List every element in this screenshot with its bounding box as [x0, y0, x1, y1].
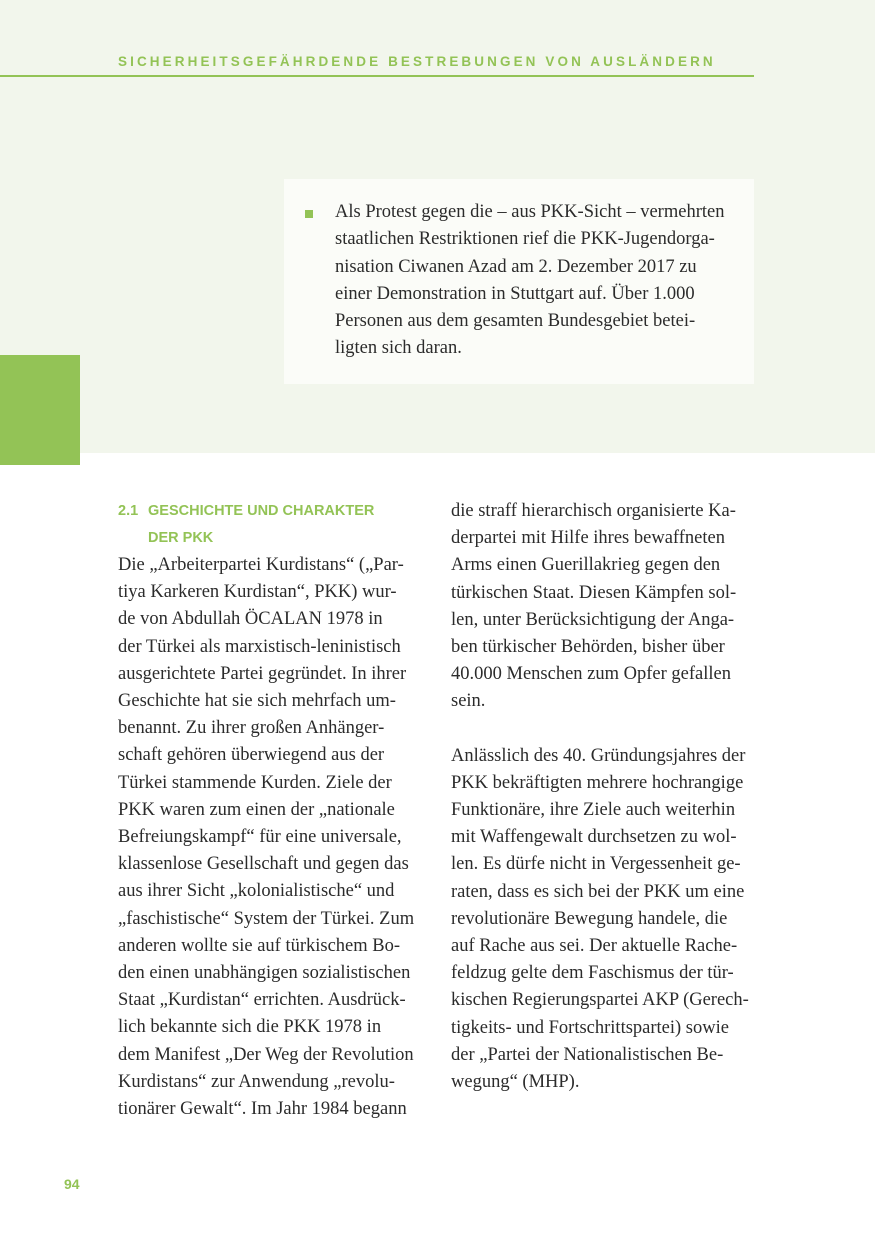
text-line: Anlässlich des 40. Gründungsjahres der — [451, 745, 746, 766]
text-line: Personen aus dem gesamten Bundesgebiet betei- — [335, 311, 696, 332]
text-line: Kurdistans“ zur Anwendung „revolu- — [118, 1071, 395, 1092]
text-line: revolutionäre Bewegung handele, die — [451, 908, 728, 929]
text-line: den einen unabhängigen sozialistischen — [118, 963, 411, 984]
text-line: wegung“ (MHP). — [451, 1072, 580, 1093]
text-line: „faschistische“ System der Türkei. Zum — [118, 908, 415, 929]
text-line: len. Es dürfe nicht in Vergessenheit ge- — [451, 854, 741, 875]
text-line: Die „Arbeiterpartei Kurdistans“ („Par- — [118, 555, 404, 575]
text-line: Funktionäre, ihre Ziele auch weiterhin — [451, 800, 736, 821]
text-line: Als Protest gegen die – aus PKK-Sicht – vermehrten — [335, 202, 725, 222]
section-title-line-1: GESCHICHTE UND CHARAKTER — [148, 503, 375, 519]
text-line: benannt. Zu ihrer großen Anhänger- — [118, 718, 385, 739]
text-line: der „Partei der Nationalistischen Be- — [451, 1044, 724, 1065]
text-line: auf Rache aus sei. Der aktuelle Rache- — [451, 936, 738, 957]
text-line: einer Demonstration in Stuttgart auf. Über 1.000 — [335, 283, 695, 304]
header-divider — [0, 75, 754, 77]
text-line: schaft gehören überwiegend aus der — [118, 745, 385, 766]
text-line: anderen wollte sie auf türkischem Bo- — [118, 935, 401, 956]
text-line: len, unter Berücksichtigung der Anga- — [451, 609, 735, 630]
text-line: PKK waren zum einen der „nationale — [118, 799, 395, 820]
text-line: Arms einen Guerillakrieg gegen den — [451, 555, 721, 576]
bullet-square-icon — [305, 210, 313, 218]
text-line: PKK bekräftigten mehrere hochrangige — [451, 772, 744, 793]
left-column — [118, 498, 421, 1123]
text-line: Geschichte hat sie sich mehrfach um- — [118, 691, 396, 712]
section-title-line-2: DER PKK — [148, 530, 214, 546]
text-line: Türkei stammende Kurden. Ziele der — [118, 772, 392, 793]
section-number: 2.1 — [118, 503, 139, 519]
info-box — [284, 179, 754, 384]
text-line: ben türkischer Behörden, bisher über — [451, 637, 725, 658]
text-line: aus ihrer Sicht „kolonialistische“ und — [118, 881, 395, 902]
text-line: tiya Karkeren Kurdistan“, PKK) wur- — [118, 582, 397, 603]
text-line: Staat „Kurdistan“ errichten. Ausdrück- — [118, 990, 406, 1011]
section-heading — [118, 498, 421, 552]
text-line: sein. — [451, 691, 486, 712]
chapter-side-tab — [0, 355, 80, 465]
text-line: de von Abdullah ÖCALAN 1978 in — [118, 609, 383, 630]
right-column-paragraph-1 — [451, 498, 754, 716]
text-line: tigkeits- und Fortschrittspartei) sowie — [451, 1017, 729, 1038]
right-column — [451, 498, 754, 1096]
text-line: ausgerichtete Partei gegründet. In ihrer — [118, 663, 407, 684]
text-line: nisation Ciwanen Azad am 2. Dezember 2017 zu — [335, 256, 697, 277]
text-line: der Türkei als marxistisch-leninistisch — [118, 636, 401, 657]
text-line: die straff hierarchisch organisierte Ka- — [451, 501, 736, 521]
running-header: SICHERHEITSGEFÄHRDENDE BESTREBUNGEN VON AUSLÄNDERN — [118, 54, 716, 69]
text-line: lich bekannte sich die PKK 1978 in — [118, 1017, 382, 1038]
text-line: 40.000 Menschen zum Opfer gefallen — [451, 664, 731, 685]
text-line: dem Manifest „Der Weg der Revolution — [118, 1044, 414, 1065]
right-column-paragraph-2 — [451, 743, 754, 1097]
page-number: 94 — [64, 1176, 80, 1192]
text-line: feldzug gelte dem Faschismus der tür- — [451, 963, 734, 984]
text-line: Befreiungskampf“ für eine universale, — [118, 827, 402, 848]
paragraph-gap — [451, 716, 754, 743]
text-line: türkischen Staat. Diesen Kämpfen sol- — [451, 582, 737, 603]
text-line: kischen Regierungspartei AKP (Gerech- — [451, 990, 749, 1011]
text-line: ligten sich daran. — [335, 338, 462, 359]
text-line: raten, dass es sich bei der PKK um eine — [451, 881, 745, 902]
info-box-text — [335, 199, 735, 363]
text-line: mit Waffengewalt durchsetzen zu wol- — [451, 827, 737, 848]
left-column-paragraph — [118, 552, 421, 1123]
text-line: derpartei mit Hilfe ihres bewaffneten — [451, 528, 725, 549]
text-line: staatlichen Restriktionen rief die PKK-Jugendorga- — [335, 229, 715, 250]
text-line: klassenlose Gesellschaft und gegen das — [118, 854, 409, 875]
text-line: tionärer Gewalt“. Im Jahr 1984 begann — [118, 1099, 407, 1120]
